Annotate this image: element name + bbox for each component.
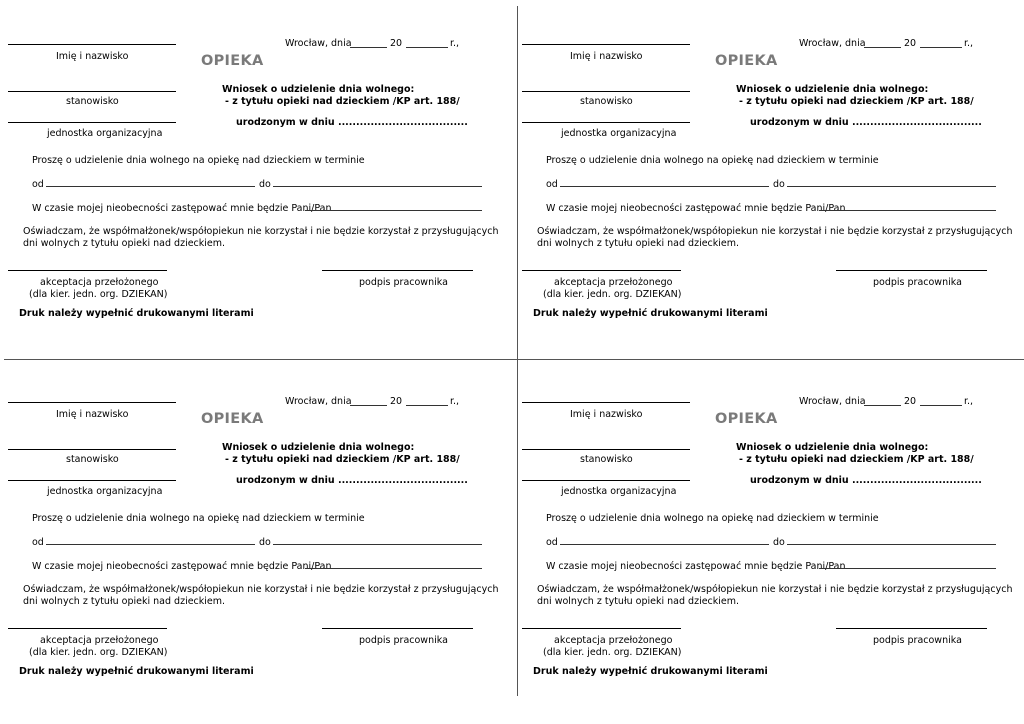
request-text: Proszę o udzielenie dnia wolnego na opiekę nad dzieckiem w terminie bbox=[32, 155, 365, 166]
year-line bbox=[920, 405, 962, 406]
position-label: stanowisko bbox=[66, 454, 119, 465]
footer-note: Druk należy wypełnić drukowanymi literami bbox=[19, 308, 254, 319]
name-label: Imię i nazwisko bbox=[56, 409, 129, 420]
name-label: Imię i nazwisko bbox=[56, 51, 129, 62]
substitute-line bbox=[819, 568, 996, 569]
name-label: Imię i nazwisko bbox=[570, 51, 643, 62]
date-line bbox=[350, 405, 387, 406]
position-line bbox=[8, 449, 176, 450]
employee-signature-label: podpis pracownika bbox=[873, 635, 962, 646]
unit-line bbox=[8, 122, 176, 123]
approval-signature-line bbox=[522, 270, 681, 271]
request-text: Proszę o udzielenie dnia wolnego na opiekę nad dzieckiem w terminie bbox=[546, 513, 879, 524]
leave-form-top-left bbox=[0, 0, 510, 355]
to-line bbox=[273, 544, 482, 545]
to-line bbox=[273, 186, 482, 187]
position-label: stanowisko bbox=[66, 96, 119, 107]
position-line bbox=[522, 91, 690, 92]
name-line bbox=[522, 402, 690, 403]
request-heading: Wniosek o udzielenie dnia wolnego: bbox=[736, 84, 929, 95]
employee-signature-line bbox=[322, 628, 473, 629]
from-label: od bbox=[546, 537, 558, 548]
substitute-line bbox=[819, 210, 996, 211]
approval-label: akceptacja przełożonego bbox=[554, 635, 673, 646]
employee-signature-line bbox=[836, 270, 987, 271]
city-date-label: Wrocław, dnia bbox=[799, 38, 866, 49]
substitute-text: W czasie mojej nieobecności zastępować mnie będzie Pani/Pan bbox=[32, 203, 332, 214]
request-heading: Wniosek o udzielenie dnia wolnego: bbox=[222, 442, 415, 453]
to-label: do bbox=[773, 537, 785, 548]
declaration-line-1: Oświadczam, że współmałżonek/współopiekun nie korzystał i nie będzie korzystał z przysługujących bbox=[537, 226, 1013, 237]
from-label: od bbox=[32, 179, 44, 190]
approval-sublabel: (dla kier. jedn. org. DZIEKAN) bbox=[543, 289, 682, 300]
unit-label: jednostka organizacyjna bbox=[47, 486, 163, 497]
date-line bbox=[350, 47, 387, 48]
approval-sublabel: (dla kier. jedn. org. DZIEKAN) bbox=[29, 289, 168, 300]
from-line bbox=[46, 186, 255, 187]
date-line bbox=[864, 405, 901, 406]
from-label: od bbox=[546, 179, 558, 190]
born-date-field: urodzonym w dniu .................................... bbox=[750, 475, 982, 486]
year-line bbox=[406, 47, 448, 48]
unit-line bbox=[8, 480, 176, 481]
year-suffix: r., bbox=[450, 38, 460, 49]
request-subheading: - z tytułu opieki nad dzieckiem /KP art. 188/ bbox=[739, 96, 974, 107]
declaration-line-2: dni wolnych z tytułu opieki nad dzieckiem. bbox=[537, 238, 740, 249]
form-title: OPIEKA bbox=[715, 411, 778, 427]
request-subheading: - z tytułu opieki nad dzieckiem /KP art. 188/ bbox=[739, 454, 974, 465]
approval-label: akceptacja przełożonego bbox=[554, 277, 673, 288]
to-label: do bbox=[773, 179, 785, 190]
unit-label: jednostka organizacyjna bbox=[47, 128, 163, 139]
city-date-label: Wrocław, dnia bbox=[285, 396, 352, 407]
declaration-line-2: dni wolnych z tytułu opieki nad dzieckiem. bbox=[537, 596, 740, 607]
unit-label: jednostka organizacyjna bbox=[561, 486, 677, 497]
born-date-field: urodzonym w dniu .................................... bbox=[236, 117, 468, 128]
city-date-label: Wrocław, dnia bbox=[285, 38, 352, 49]
to-line bbox=[787, 186, 996, 187]
substitute-line bbox=[305, 568, 482, 569]
position-label: stanowisko bbox=[580, 454, 633, 465]
approval-signature-line bbox=[8, 270, 167, 271]
unit-line bbox=[522, 480, 690, 481]
substitute-text: W czasie mojej nieobecności zastępować mnie będzie Pani/Pan bbox=[546, 561, 846, 572]
request-subheading: - z tytułu opieki nad dzieckiem /KP art. 188/ bbox=[225, 96, 460, 107]
from-label: od bbox=[32, 537, 44, 548]
leave-form-bottom-left bbox=[0, 358, 510, 713]
declaration-line-2: dni wolnych z tytułu opieki nad dzieckiem. bbox=[23, 238, 226, 249]
from-line bbox=[560, 186, 769, 187]
year-prefix: 20 bbox=[390, 38, 403, 49]
footer-note: Druk należy wypełnić drukowanymi literami bbox=[533, 666, 768, 677]
unit-label: jednostka organizacyjna bbox=[561, 128, 677, 139]
year-line bbox=[406, 405, 448, 406]
approval-label: akceptacja przełożonego bbox=[40, 635, 159, 646]
name-line bbox=[8, 44, 176, 45]
declaration-line-1: Oświadczam, że współmałżonek/współopiekun nie korzystał i nie będzie korzystał z przysługujących bbox=[23, 584, 499, 595]
substitute-text: W czasie mojej nieobecności zastępować mnie będzie Pani/Pan bbox=[546, 203, 846, 214]
position-line bbox=[8, 91, 176, 92]
declaration-line-1: Oświadczam, że współmałżonek/współopiekun nie korzystał i nie będzie korzystał z przysługujących bbox=[23, 226, 499, 237]
to-label: do bbox=[259, 537, 271, 548]
form-title: OPIEKA bbox=[715, 53, 778, 69]
substitute-text: W czasie mojej nieobecności zastępować mnie będzie Pani/Pan bbox=[32, 561, 332, 572]
position-label: stanowisko bbox=[580, 96, 633, 107]
approval-sublabel: (dla kier. jedn. org. DZIEKAN) bbox=[29, 647, 168, 658]
year-prefix: 20 bbox=[904, 396, 917, 407]
request-subheading: - z tytułu opieki nad dzieckiem /KP art. 188/ bbox=[225, 454, 460, 465]
leave-form-top-right bbox=[514, 0, 1024, 355]
employee-signature-label: podpis pracownika bbox=[873, 277, 962, 288]
to-label: do bbox=[259, 179, 271, 190]
footer-note: Druk należy wypełnić drukowanymi literami bbox=[533, 308, 768, 319]
year-suffix: r., bbox=[964, 396, 974, 407]
form-title: OPIEKA bbox=[201, 411, 264, 427]
request-text: Proszę o udzielenie dnia wolnego na opiekę nad dzieckiem w terminie bbox=[32, 513, 365, 524]
name-line bbox=[8, 402, 176, 403]
to-line bbox=[787, 544, 996, 545]
date-line bbox=[864, 47, 901, 48]
year-prefix: 20 bbox=[904, 38, 917, 49]
name-line bbox=[522, 44, 690, 45]
year-line bbox=[920, 47, 962, 48]
from-line bbox=[46, 544, 255, 545]
request-heading: Wniosek o udzielenie dnia wolnego: bbox=[222, 84, 415, 95]
born-date-field: urodzonym w dniu .................................... bbox=[750, 117, 982, 128]
leave-form-bottom-right bbox=[514, 358, 1024, 713]
city-date-label: Wrocław, dnia bbox=[799, 396, 866, 407]
year-suffix: r., bbox=[964, 38, 974, 49]
from-line bbox=[560, 544, 769, 545]
request-text: Proszę o udzielenie dnia wolnego na opiekę nad dzieckiem w terminie bbox=[546, 155, 879, 166]
employee-signature-label: podpis pracownika bbox=[359, 635, 448, 646]
unit-line bbox=[522, 122, 690, 123]
approval-sublabel: (dla kier. jedn. org. DZIEKAN) bbox=[543, 647, 682, 658]
employee-signature-line bbox=[322, 270, 473, 271]
approval-label: akceptacja przełożonego bbox=[40, 277, 159, 288]
year-suffix: r., bbox=[450, 396, 460, 407]
born-date-field: urodzonym w dniu .................................... bbox=[236, 475, 468, 486]
year-prefix: 20 bbox=[390, 396, 403, 407]
approval-signature-line bbox=[8, 628, 167, 629]
employee-signature-line bbox=[836, 628, 987, 629]
declaration-line-2: dni wolnych z tytułu opieki nad dzieckiem. bbox=[23, 596, 226, 607]
substitute-line bbox=[305, 210, 482, 211]
approval-signature-line bbox=[522, 628, 681, 629]
form-title: OPIEKA bbox=[201, 53, 264, 69]
declaration-line-1: Oświadczam, że współmałżonek/współopiekun nie korzystał i nie będzie korzystał z przysługujących bbox=[537, 584, 1013, 595]
employee-signature-label: podpis pracownika bbox=[359, 277, 448, 288]
position-line bbox=[522, 449, 690, 450]
name-label: Imię i nazwisko bbox=[570, 409, 643, 420]
request-heading: Wniosek o udzielenie dnia wolnego: bbox=[736, 442, 929, 453]
footer-note: Druk należy wypełnić drukowanymi literami bbox=[19, 666, 254, 677]
